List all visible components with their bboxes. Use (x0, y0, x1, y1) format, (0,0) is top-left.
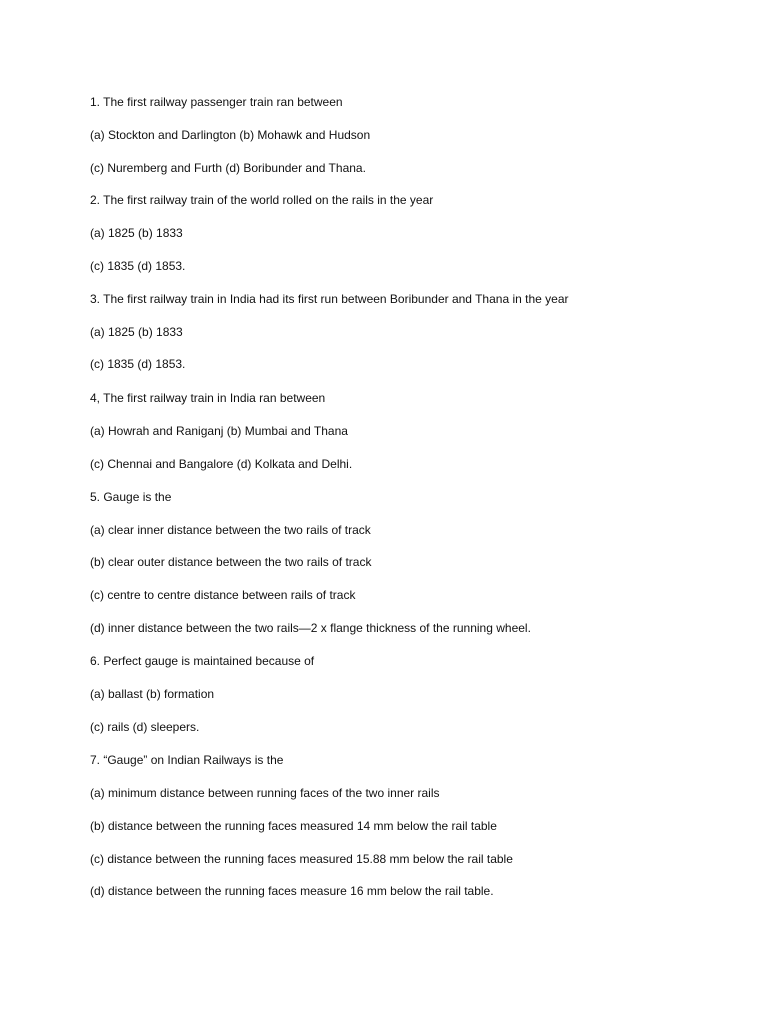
question-5: 5. Gauge is the (90, 490, 172, 504)
question-6: 6. Perfect gauge is maintained because of (90, 654, 315, 668)
question-7-option-d: (d) distance between the running faces measure 16 mm below the rail table. (90, 884, 494, 898)
question-6-options-c-d: (c) rails (d) sleepers. (90, 720, 200, 734)
question-1-options-a-b: (a) Stockton and Darlington (b) Mohawk and Hudson (90, 128, 371, 142)
question-1: 1. The first railway passenger train ran between (90, 95, 343, 109)
question-7: 7. “Gauge” on Indian Railways is the (90, 753, 284, 767)
question-4: 4, The first railway train in India ran between (90, 391, 326, 405)
question-5-option-a: (a) clear inner distance between the two rails of track (90, 523, 371, 537)
question-2: 2. The first railway train of the world rolled on the rails in the year (90, 193, 434, 207)
question-2-options-c-d: (c) 1835 (d) 1853. (90, 259, 186, 273)
question-6-options-a-b: (a) ballast (b) formation (90, 687, 215, 701)
question-7-option-a: (a) minimum distance between running faces of the two inner rails (90, 786, 440, 800)
question-1-options-c-d: (c) Nuremberg and Furth (d) Boribunder and Thana. (90, 161, 366, 175)
question-3-options-a-b: (a) 1825 (b) 1833 (90, 325, 183, 339)
question-3: 3. The first railway train in India had its first run between Boribunder and Thana in the year (90, 292, 569, 306)
question-3-options-c-d: (c) 1835 (d) 1853. (90, 357, 186, 371)
question-4-options-c-d: (c) Chennai and Bangalore (d) Kolkata and Delhi. (90, 457, 353, 471)
question-5-option-d: (d) inner distance between the two rails—2 x flange thickness of the running wheel. (90, 621, 531, 635)
question-4-options-a-b: (a) Howrah and Raniganj (b) Mumbai and Thana (90, 424, 348, 438)
question-5-option-c: (c) centre to centre distance between rails of track (90, 588, 356, 602)
question-7-option-b: (b) distance between the running faces measured 14 mm below the rail table (90, 819, 497, 833)
question-5-option-b: (b) clear outer distance between the two rails of track (90, 555, 372, 569)
question-2-options-a-b: (a) 1825 (b) 1833 (90, 226, 183, 240)
question-7-option-c: (c) distance between the running faces measured 15.88 mm below the rail table (90, 852, 513, 866)
